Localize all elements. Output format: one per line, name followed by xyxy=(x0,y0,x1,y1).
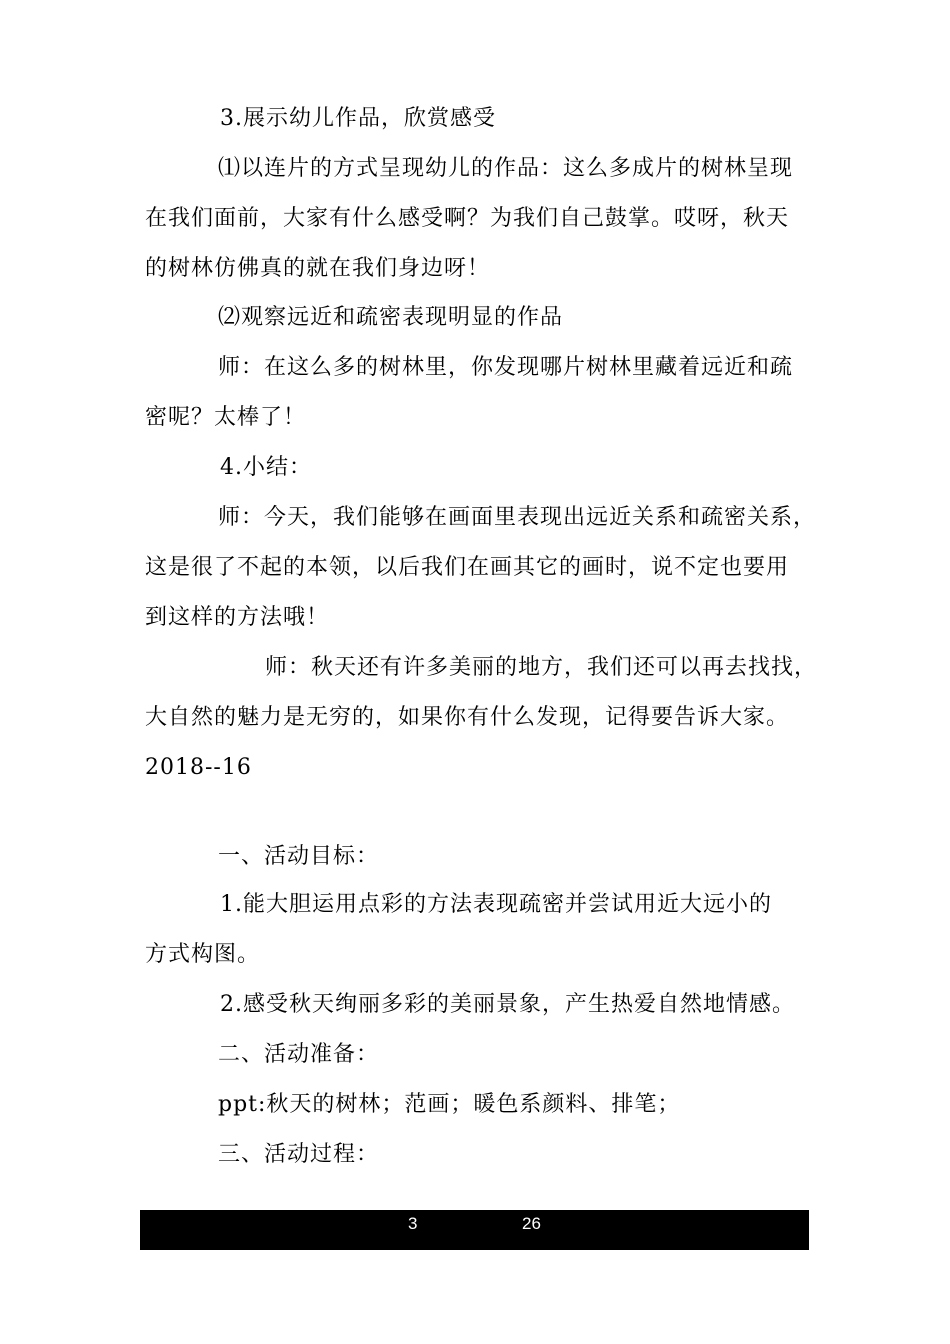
date-text: 2018--16 xyxy=(145,755,252,780)
goals-heading: 一、活动目标： xyxy=(218,844,380,869)
paragraph-line: 2.感受秋天绚丽多彩的美丽景象，产生热爱自然地情感。 xyxy=(220,992,795,1017)
paragraph-line: 大自然的魅力是无穷的，如果你有什么发现，记得要告诉大家。 xyxy=(145,705,790,730)
total-pages: 26 xyxy=(522,1214,541,1233)
paragraph-line: 师：今天，我们能够在画面里表现出远近关系和疏密关系， xyxy=(218,505,817,530)
paragraph-line: 密呢？太棒了！ xyxy=(145,405,307,430)
prep-heading: 二、活动准备： xyxy=(218,1042,380,1067)
page-footer-bar xyxy=(140,1210,809,1250)
paragraph-line: 到这样的方法哦！ xyxy=(145,605,330,630)
prep-items: ppt:秋天的树林；范画；暖色系颜料、排笔； xyxy=(218,1092,681,1117)
paragraph-line: 1.能大胆运用点彩的方法表现疏密并尝试用近大远小的 xyxy=(220,892,772,917)
page-number: 3 xyxy=(408,1214,418,1233)
section-4-heading: 4.小结： xyxy=(220,455,312,480)
process-heading: 三、活动过程： xyxy=(218,1142,380,1167)
subsection-heading: ⑵观察远近和疏密表现明显的作品 xyxy=(218,305,564,330)
paragraph-line: ⑴以连片的方式呈现幼儿的作品：这么多成片的树林呈现 xyxy=(218,156,794,181)
section-3-heading: 3.展示幼儿作品，欣赏感受 xyxy=(220,106,496,131)
paragraph-line: 的树林仿佛真的就在我们身边呀！ xyxy=(145,256,491,281)
paragraph-line: 在我们面前，大家有什么感受啊？为我们自己鼓掌。哎呀，秋天 xyxy=(145,206,790,231)
paragraph-line: 方式构图。 xyxy=(145,942,261,967)
paragraph-line: 这是很了不起的本领，以后我们在画其它的画时，说不定也要用 xyxy=(145,555,790,580)
paragraph-line: 师：秋天还有许多美丽的地方，我们还可以再去找找， xyxy=(265,655,818,680)
paragraph-line: 师：在这么多的树林里，你发现哪片树林里藏着远近和疏 xyxy=(218,355,794,380)
